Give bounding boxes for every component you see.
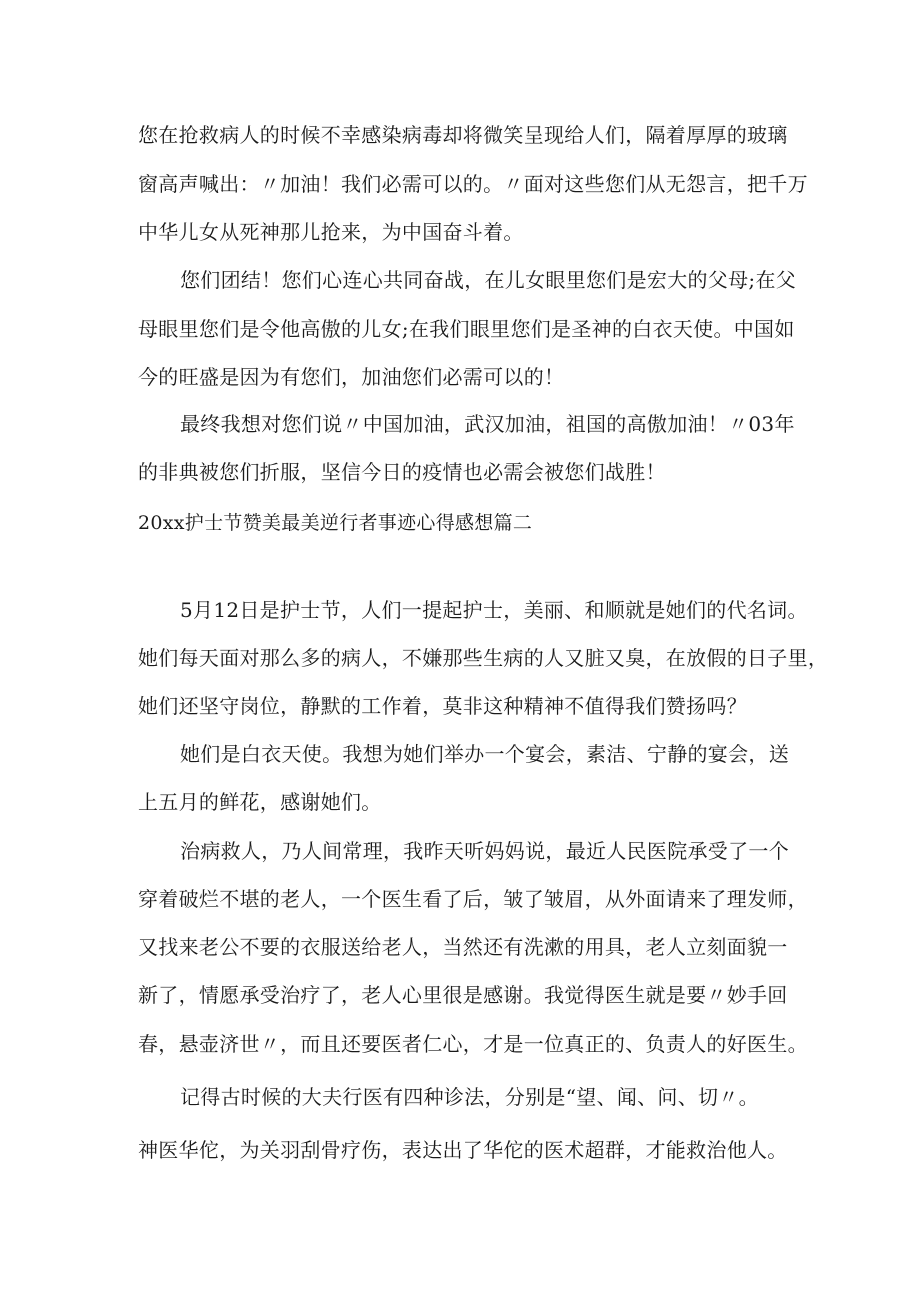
text-line: 最终我想对您们说〃中国加油，武汉加油，祖国的高傲加油！〃03年 [180,412,795,436]
text-line: 她们是白衣天使。我想为她们举办一个宴会，素洁、宁静的宴会，送 [180,742,789,766]
text-line: 治病救人，乃人间常理，我昨天听妈妈说，最近人民医院承受了一个 [180,839,789,863]
text-line: 窗高声喊出：〃加油！我们必需可以的。〃面对这些您们从无怨言，把千万 [138,172,808,196]
text-line: 5月12日是护士节，人们一提起护士，美丽、和顺就是她们的代名词。 [180,598,808,622]
text-line: 神医华佗，为关羽刮骨疗伤，表达出了华佗的医术超群，才能救治他人。 [138,1138,788,1162]
text-line: 的非典被您们折服，坚信今日的疫情也必需会被您们战胜！ [138,460,666,484]
text-line: 记得古时候的大夫行医有四种诊法，分别是“望、闻、问、切〃。 [180,1085,759,1109]
text-line: 春，悬壶济世〃，而且还要医者仁心，才是一位真正的、负责人的好医生。 [138,1032,808,1056]
text-line: 穿着破烂不堪的老人，一个医生看了后，皱了皱眉，从外面请来了理发师， [138,887,808,911]
text-line: 她们每天面对那么多的病人，不嫌那些生病的人又脏又臭，在放假的日子里， [138,646,829,670]
text-line: 今的旺盛是因为有您们，加油您们必需可以的！ [138,365,565,389]
text-line: 中华儿女从死神那儿抢来，为中国奋斗着。 [138,220,524,244]
text-line: 您们团结！您们心连心共同奋战，在儿女眼里您们是宏大的父母;在父 [180,268,797,292]
text-line: 您在抢救病人的时候不幸感染病毒却将微笑呈现给人们，隔着厚厚的玻璃 [138,123,788,147]
text-line: 她们还坚守岗位，静默的工作着，莫非这种精神不值得我们赞扬吗？ [138,694,747,718]
text-line: 又找来老公不要的衣服送给老人，当然还有洗漱的用具，老人立刻面貌一 [138,935,788,959]
text-line: 新了，情愿承受治疗了，老人心里很是感谢。我觉得医生就是要〃妙手回 [138,983,788,1007]
section-heading: 20xx护士节赞美最美逆行者事迹心得感想篇二 [138,512,533,534]
text-line: 上五月的鲜花，感谢她们。 [138,790,382,814]
text-line: 母眼里您们是令他高傲的儿女;在我们眼里您们是圣神的白衣天使。中国如 [138,317,795,341]
